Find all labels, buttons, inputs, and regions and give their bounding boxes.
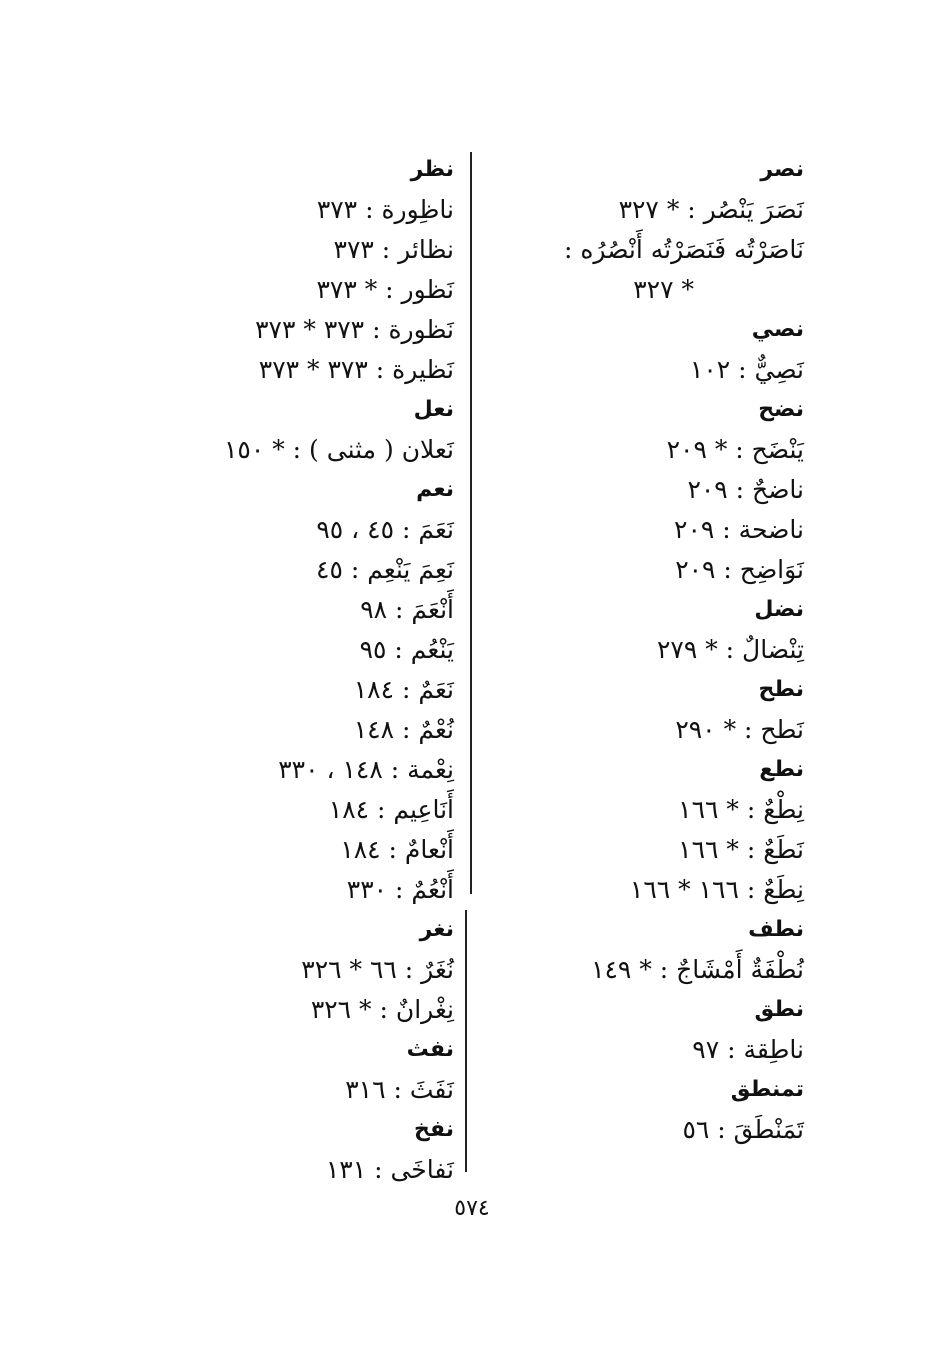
root-heading: نطح	[758, 677, 804, 702]
index-entry: ناظِورة : ٣٧٣	[316, 195, 454, 224]
root-heading: نطع	[759, 757, 804, 782]
index-entry: نَطح : * ٢٩٠	[675, 715, 804, 744]
index-entry: نُعْمٌ : ١٤٨	[353, 715, 454, 744]
index-entry: نِطْعٌ : * ١٦٦	[678, 795, 804, 824]
index-entry: ناضحٌ : ٢٠٩	[687, 475, 804, 504]
index-entry: * ٣٢٧	[633, 275, 694, 304]
index-entry: نِطَعٌ : ١٦٦ * ١٦٦	[629, 875, 804, 904]
index-entry: نِعْمة : ١٤٨ ، ٣٣٠	[278, 755, 454, 784]
index-entry: نَظيرة : ٣٧٣ * ٣٧٣	[258, 355, 454, 384]
root-heading: نصر	[760, 157, 804, 182]
root-heading: نفخ	[414, 1117, 454, 1142]
root-heading: نظر	[410, 157, 454, 182]
index-entry: نُغَرٌ : ٦٦ * ٣٢٦	[301, 955, 454, 984]
index-entry: أَنْعَمَ : ٩٨	[360, 595, 454, 624]
column-divider	[465, 910, 467, 1172]
index-entry: نَعَمٌ : ١٨٤	[353, 675, 454, 704]
index-entry: نَعِمَ يَنْعِم : ٤٥	[316, 555, 454, 584]
root-heading: نطق	[754, 997, 804, 1022]
index-entry: نَصَرَ يَنْصُر : * ٣٢٧	[618, 195, 804, 224]
index-entry: ناطِقة : ٩٧	[692, 1035, 804, 1064]
index-entry: نَعلان ( مثنى ) : * ١٥٠	[223, 435, 454, 464]
root-heading: تمنطق	[730, 1077, 804, 1102]
index-entry: ناضحة : ٢٠٩	[674, 515, 804, 544]
root-heading: نعم	[416, 477, 454, 502]
root-heading: نغر	[419, 917, 454, 942]
root-heading: نصي	[751, 317, 804, 342]
index-entry: نُطْفَةٌ أَمْشَاجٌ : * ١٤٩	[591, 955, 804, 984]
index-entry: أَنْعامٌ : ١٨٤	[340, 835, 454, 864]
index-entry: نَاصَرْتُه فَنَصَرْتُه أَنْصُرُه :	[563, 235, 804, 264]
root-heading: نضح	[758, 397, 804, 422]
index-entry: نظائر : ٣٧٣	[333, 235, 454, 264]
index-entry: نَوَاضِح : ٢٠٩	[675, 555, 804, 584]
root-heading: نعل	[413, 397, 454, 422]
index-entry: نَطَعٌ : * ١٦٦	[678, 835, 804, 864]
left-column	[124, 150, 454, 1190]
root-heading: نطف	[748, 917, 804, 942]
page-number: ٥٧٤	[454, 1196, 490, 1221]
index-entry: أَنَاعِيم : ١٨٤	[328, 795, 454, 824]
index-entry: نَصِيٌّ : ١٠٢	[689, 355, 804, 384]
index-entry: نِغْرانٌ : * ٣٢٦	[310, 995, 454, 1024]
column-divider	[470, 152, 472, 894]
index-entry: نَفَثَ : ٣١٦	[345, 1075, 454, 1104]
index-entry: يَنْعُم : ٩٥	[359, 635, 454, 664]
root-heading: نفث	[406, 1037, 454, 1062]
index-entry: نَظور : * ٣٧٣	[316, 275, 454, 304]
index-entry: نَفاخَى : ١٣١	[325, 1155, 454, 1184]
index-entry: نَظورة : ٣٧٣ * ٣٧٣	[255, 315, 454, 344]
index-entry: أَنْعُمٌ : ٣٣٠	[346, 875, 454, 904]
right-column	[474, 150, 804, 1150]
index-entry: يَنْضَح : * ٢٠٩	[666, 435, 804, 464]
index-entry: تَمَنْطَقَ : ٥٦	[682, 1115, 804, 1144]
index-entry: تِنْضالٌ : * ٢٧٩	[656, 635, 804, 664]
index-entry: نَعَمَ : ٤٥ ، ٩٥	[316, 515, 454, 544]
root-heading: نضل	[754, 597, 804, 622]
